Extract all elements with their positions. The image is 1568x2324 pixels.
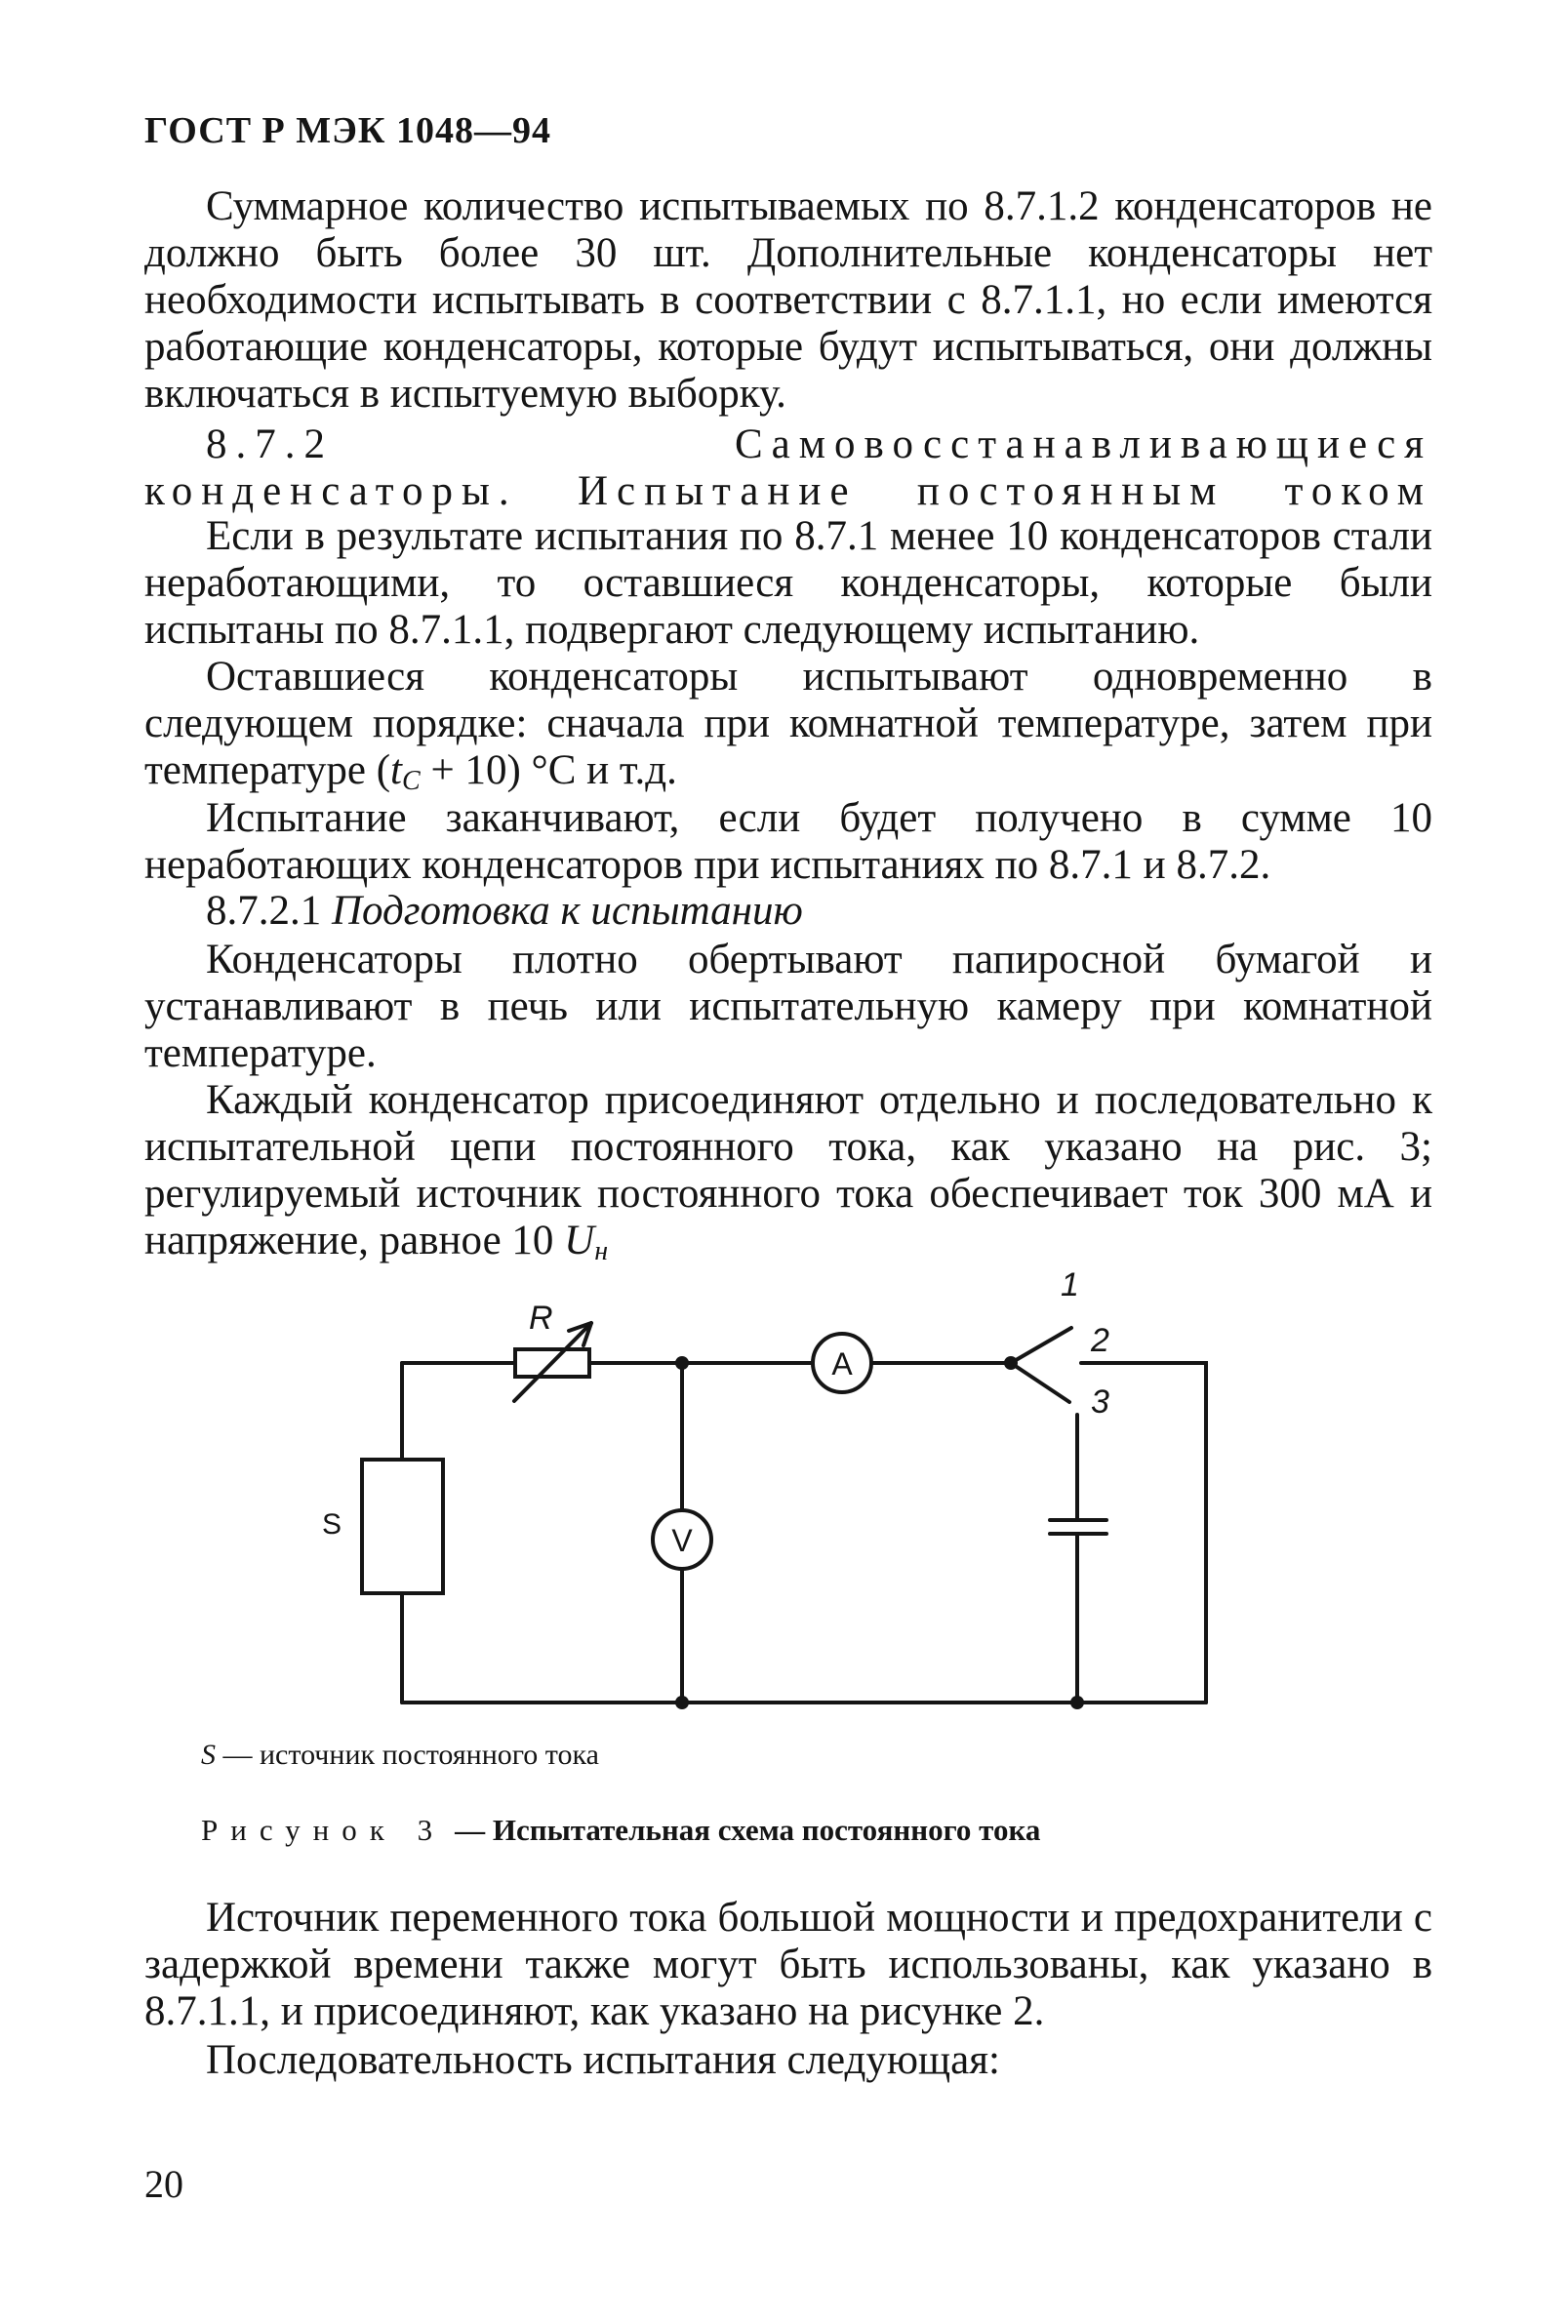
- legend-symbol: S: [201, 1739, 216, 1771]
- switch-blade-upper: [1011, 1328, 1071, 1363]
- subsection-heading-8-7-2-1: 8.7.2.1 Подготовка к испытанию: [206, 888, 803, 934]
- label-contact-3: 3: [1091, 1383, 1109, 1421]
- junction-dot: [1004, 1356, 1018, 1370]
- paragraph-if-result: Если в результате испытания по 8.7.1 менее 10 конденсаторов стали неработающими, то оставшиеся конденсаторы, которые были испытаны по 8.7.1.1, подвергают следующему испытанию.: [144, 513, 1432, 653]
- figure-caption-title: — Испытательная схема постоянного тока: [455, 1813, 1041, 1847]
- section-title: Самовосстанавливающиеся конденсаторы. Испытание постоянным током: [144, 421, 1432, 514]
- paragraph-each-capacitor: Каждый конденсатор присоединяют отдельно и последовательно к испытательной цепи постоянного тока, как указано на рис. 3; регулируемый источник постоянного тока обеспечивает ток 300 мА и напряжение, равное 10 $U_н$: [144, 1077, 1432, 1266]
- paragraph-total-quantity: Суммарное количество испытываемых по 8.7.1.2 конденсаторов не должно быть более 30 шт. Дополнительные конденсаторы нет необходимости испытывать в соответствии с 8.7.1.1, но если имеются работающие конденсаторы, которые будут испытываться, они должны включаться в испытуемую выборку.: [144, 183, 1432, 417]
- capacitor-symbol: [1050, 1520, 1106, 1534]
- paragraph-ac-source: Источник переменного тока большой мощности и предохранители с задержкой времени также могут быть использованы, как указано в 8.7.1.1, и присоединяют, как указано на рисунке 2.: [144, 1895, 1432, 2034]
- label-voltmeter: V: [671, 1523, 693, 1558]
- figure-caption-label: Рисунок 3: [201, 1813, 446, 1847]
- junction-dot: [675, 1696, 689, 1709]
- figure-legend: [201, 1739, 599, 1772]
- figure-caption: [201, 1813, 1040, 1848]
- label-resistor: R: [529, 1300, 553, 1337]
- junction-dot: [675, 1356, 689, 1370]
- paragraph-test-ends: Испытание заканчивают, если будет получено в сумме 10 неработающих конденсаторов при испытаниях по 8.7.1 и 8.7.2.: [144, 795, 1432, 888]
- label-contact-1: 1: [1061, 1266, 1079, 1303]
- legend-text: — источник постоянного тока: [222, 1739, 599, 1771]
- paragraph-remaining-capacitors: Оставшиеся конденсаторы испытывают одновременно в следующем порядке: сначала при комнатной температуре, затем при температуре $(t_C + 10)$ °С и т.д.: [144, 654, 1432, 796]
- junction-dot: [1070, 1696, 1084, 1709]
- dc-source-symbol: [362, 1460, 443, 1593]
- page-number: 20: [144, 2162, 183, 2206]
- switch-blade-lower: [1011, 1363, 1069, 1402]
- label-source: S: [322, 1508, 342, 1541]
- document-header: ГОСТ Р МЭК 1048—94: [144, 110, 551, 151]
- section-number: 8.7.2: [206, 421, 334, 467]
- label-ammeter: A: [831, 1346, 853, 1382]
- label-contact-2: 2: [1091, 1322, 1109, 1359]
- paragraph-test-sequence: Последовательность испытания следующая:: [206, 2037, 1000, 2083]
- paragraph-capacitors-wrapped: Конденсаторы плотно обертывают папиросной бумагой и устанавливают в печь или испытательную камеру при комнатной температуре.: [144, 937, 1432, 1076]
